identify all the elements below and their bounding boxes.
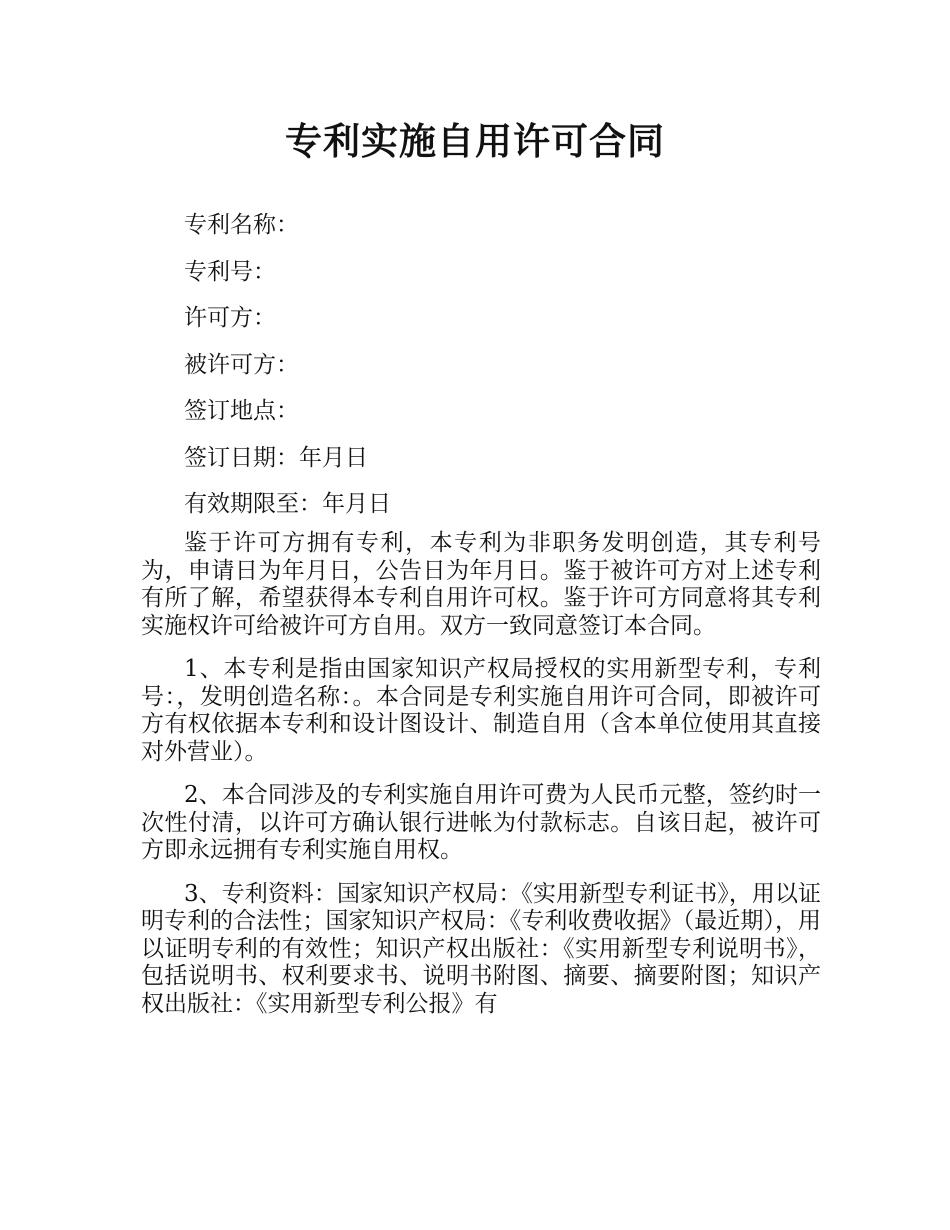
paragraph-clause-2: 2、本合同涉及的专利实施自用许可费为人民币元整，签约时一次性付清，以许可方确认银行进帐为付款标志。自该日起，被许可方即永远拥有专利实施自用权。 bbox=[141, 782, 821, 863]
field-patent-name: 专利名称： bbox=[184, 212, 299, 238]
field-signing-date: 签订日期：年月日 bbox=[184, 444, 368, 471]
field-signing-place: 签订地点： bbox=[184, 398, 299, 424]
paragraph-clause-1: 1、本专利是指由国家知识产权局授权的实用新型专利，专利号：，发明创造名称：。本合同是专利实施自用许可合同，即被许可方有权依据本专利和设计图设计、制造自用（含本单位使用其直接对外营业）。 bbox=[141, 656, 821, 765]
contract-body bbox=[141, 530, 821, 1034]
field-valid-until: 有效期限至：年月日 bbox=[184, 491, 391, 517]
paragraph-clause-3: 3、专利资料：国家知识产权局：《实用新型专利证书》，用以证明专利的合法性；国家知识产权局：《专利收费收据》（最近期），用以证明专利的有效性；知识产权出版社：《实用新型专利说明书》，包括说明书、权利要求书、说明书附图、摘要、摘要附图；知识产权出版社：《实用新型专利公报》有 bbox=[141, 880, 821, 1017]
field-licensor: 许可方： bbox=[184, 305, 276, 331]
paragraph-preamble: 鉴于许可方拥有专利，本专利为非职务发明创造，其专利号为，申请日为年月日，公告日为年月日。鉴于被许可方对上述专利有所了解，希望获得本专利自用许可权。鉴于许可方同意将其专利实施权许可给被许可方自用。双方一致同意签订本合同。 bbox=[141, 530, 821, 639]
document-title: 专利实施自用许可合同 bbox=[285, 120, 665, 163]
field-licensee: 被许可方： bbox=[184, 351, 299, 378]
contract-fields bbox=[184, 202, 824, 528]
field-patent-number: 专利号： bbox=[184, 258, 276, 285]
